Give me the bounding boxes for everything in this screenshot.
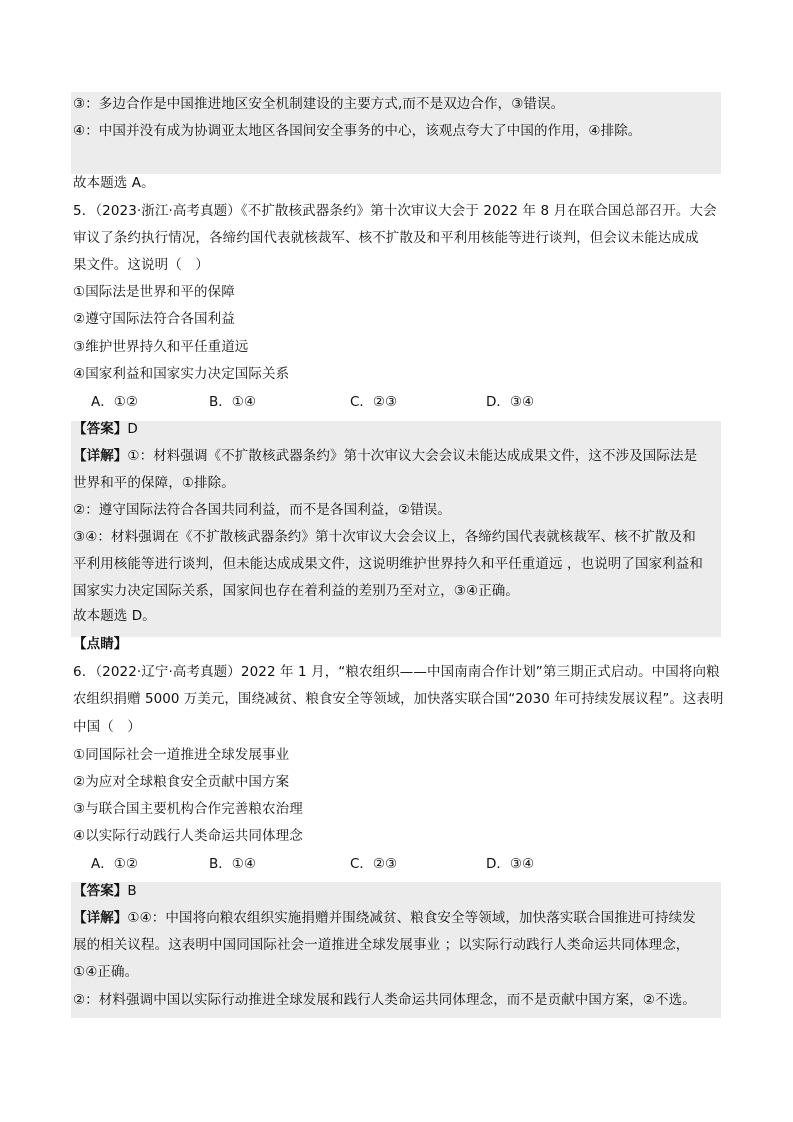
statement-item: ④国家利益和国家实力决定国际关系 bbox=[73, 366, 290, 382]
option-c: C．②③ bbox=[350, 394, 398, 410]
statement-item: ③与联合国主要机构合作完善粮农治理 bbox=[73, 801, 303, 817]
statement-item: ①同国际社会一道推进全球发展事业 bbox=[73, 747, 290, 763]
option-b: B．①④ bbox=[209, 394, 256, 410]
explanation-line: ③：多边合作是中国推进地区安全机制建设的主要方式,而不是双边合作，③错误。 bbox=[73, 96, 565, 112]
question-stem-line: 中国（ ） bbox=[73, 719, 141, 735]
detail-label: 【详解】 bbox=[73, 910, 128, 926]
option-d: D．③④ bbox=[486, 856, 535, 872]
detail-line: ①④正确。 bbox=[73, 964, 139, 980]
detail-line: ②：材料强调中国以实际行动推进全球发展和践行人类命运共同体理念，而不是贡献中国方案，②不选。 bbox=[73, 992, 696, 1008]
answer-value: B bbox=[127, 883, 137, 899]
option-b: B．①④ bbox=[209, 856, 256, 872]
detail-line: 世界和平的保障，①排除。 bbox=[73, 475, 235, 491]
answer-line bbox=[73, 881, 137, 901]
explanation-line: ④：中国并没有成为协调亚太地区各国间安全事务的中心，该观点夸大了中国的作用，④排除。 bbox=[73, 123, 642, 139]
detail-line: 平利用核能等进行谈判，但未能达成成果文件，这说明维护世界持久和平任重道远 ，也说明了国家利益和 bbox=[73, 556, 703, 572]
question-stem-line: 果文件。这说明（ ） bbox=[73, 257, 209, 273]
detail-text: ①：材料强调《不扩散核武器条约》第十次审议大会会议未能达成成果文件，这不涉及国际法是 bbox=[127, 448, 698, 464]
detail-line bbox=[73, 908, 696, 928]
conclusion-line: 故本题选 D。 bbox=[73, 608, 156, 624]
statement-item: ②为应对全球粮食安全贡献中国方案 bbox=[73, 774, 290, 790]
answer-line bbox=[73, 419, 138, 439]
question-stem-line: 审议了条约执行情况，各缔约国代表就核裁军、核不扩散及和平利用核能等进行谈判，但会议未能达成成 bbox=[73, 230, 699, 246]
answer-label: 【答案】 bbox=[73, 883, 128, 899]
detail-line: 展的相关议程。这表明中国同国际社会一道推进全球发展事业 ；以实际行动践行人类命运共同体理念， bbox=[73, 937, 690, 953]
question-stem-line: 农组织捐赠 5000 万美元，围绕减贫、粮食安全等领域，加快落实联合国“2030 年可持续发展议程”。这表明 bbox=[73, 691, 724, 707]
answer-value: D bbox=[127, 421, 138, 437]
conclusion-line: 故本题选 A。 bbox=[73, 175, 155, 191]
statement-item: ③维护世界持久和平任重道远 bbox=[73, 339, 249, 355]
detail-label: 【详解】 bbox=[73, 448, 128, 464]
statement-item: ①国际法是世界和平的保障 bbox=[73, 284, 235, 300]
option-a: A．①② bbox=[91, 394, 138, 410]
option-c: C．②③ bbox=[350, 856, 398, 872]
option-a: A．①② bbox=[91, 856, 138, 872]
question-stem-line: 5．（2023·浙江·高考真题）《不扩散核武器条约》第十次审议大会于 2022 年 8 月在联合国总部召开。大会 bbox=[73, 203, 717, 219]
question-stem-line: 6．（2022·辽宁·高考真题）2022 年 1 月，“粮农组织——中国南南合作计划”第三期正式启动。中国将向粮 bbox=[73, 664, 720, 680]
answer-label: 【答案】 bbox=[73, 421, 128, 437]
statement-item: ④以实际行动践行人类命运共同体理念 bbox=[73, 828, 303, 844]
option-d: D．③④ bbox=[486, 394, 535, 410]
detail-line: 国家实力决定国际关系，国家间也存在着利益的差别乃至对立，③④正确。 bbox=[73, 583, 520, 599]
comment-label: 【点睛】 bbox=[73, 636, 128, 652]
detail-line: ③④：材料强调在《不扩散核武器条约》第十次审议大会会议上，各缔约国代表就核裁军、核不扩散及和 bbox=[73, 529, 696, 545]
detail-line: ②：遵守国际法符合各国共同利益，而不是各国利益，②错误。 bbox=[73, 502, 452, 518]
detail-line bbox=[73, 446, 697, 466]
detail-text: ①④：中国将向粮农组织实施捐赠并围绕减贫、粮食安全等领域，加快落实联合国推进可持续发 bbox=[127, 910, 696, 926]
statement-item: ②遵守国际法符合各国利益 bbox=[73, 311, 235, 327]
